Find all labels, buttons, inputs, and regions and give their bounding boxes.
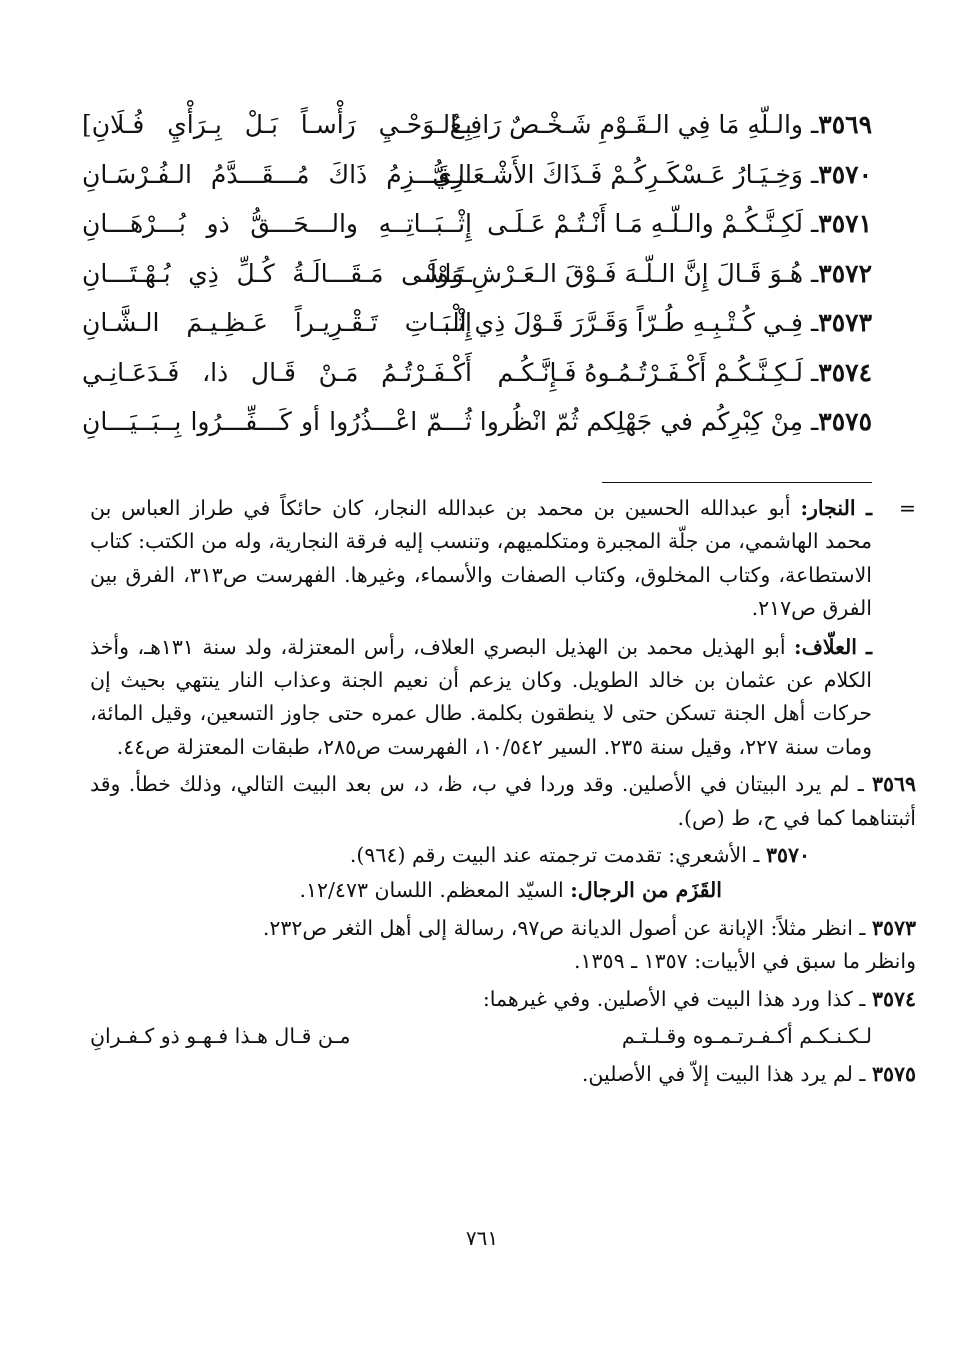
footnote-separator: [602, 482, 872, 483]
verse-number: ٣٥٧١: [818, 209, 872, 239]
verse-first-hemistich: [444, 308, 872, 338]
footnote-text: ـ انظر مثلاً: الإبانة عن أصول الديانة ص٩٧، رسالة إلى أهل الثغر ص٢٣٢.: [262, 915, 872, 940]
verse-second-hemistich: ـتَـوْلَـى مَـقَـــالَـةُ كُـلِّ ذِي بُـهْـتَـــانِ: [82, 258, 472, 288]
footnote-title: ـ العلّاف:: [794, 634, 872, 659]
footnote-3574: [90, 983, 916, 1054]
footnote-couplet: [90, 1020, 872, 1053]
verse-second-hemistich: الـقَـــزِمُ ذَاكَ مُـــقَـــدَّمُ الـفُـرْسَـانِ: [82, 159, 472, 189]
verse-number: ٣٥٧٠: [818, 159, 872, 189]
verse-first-hemistich: [432, 159, 872, 189]
verse-row: [82, 348, 872, 398]
footnote-number: ٣٥٧٥: [871, 1061, 916, 1086]
verse-row: [82, 298, 872, 348]
verse-first-text: ـ مِنْ كِبْرِكُم في جَهْلِكم ثُمّ انْظُروا: [479, 407, 819, 437]
footnote-text: أبو عبدالله الحسين بن محمد بن عبدالله النجار، كان حائكاً في طراز العباس بن محمد الهاشمي، من جلّة المجبرة ومتكلميهم، وتنسب إليه فرقة النجارية، وله من الكتب: كتاب الاستطاعة، وكتاب المخلوق، وكتاب الصفات والأسماء، وغيرها. الفهرست ص٣١٣، الفرق بين الفرق ص٢١٧.: [90, 496, 872, 621]
verse-first-hemistich: [416, 258, 872, 288]
footnote-title: القَزَم من الرجال:: [570, 878, 722, 903]
verse-number: ٣٥٧٢: [818, 258, 872, 288]
footnote-number: ٣٥٦٩: [871, 772, 916, 797]
footnote-title: ـ النجار:: [800, 496, 872, 520]
verse-first-hemistich: [472, 358, 872, 387]
verse-first-text: ـ والـلّهِ مَا فِي الـقَـوْمِ شَـخْـصٌ رَافِـعٌ: [449, 110, 819, 140]
footnote-text: السيّد المعظم. اللسان ١٢/٤٧٣.: [299, 878, 571, 903]
verse-number: ٣٥٧٤: [818, 357, 872, 387]
verse-number: ٣٥٧٥: [818, 407, 872, 437]
footnote-number: ٣٥٧٣: [871, 915, 916, 940]
couplet-second-hemistich: مـن قـال هـذا فـهـو ذو كـفـرانِ: [90, 1024, 351, 1049]
verse-row: [82, 199, 872, 249]
footnote-text: ـ الأشعري: تقدمت ترجمته عند البيت رقم (٩٦٤).: [349, 843, 766, 868]
continuation-mark: =: [898, 496, 916, 520]
verse-first-text: ـ هُـوَ قَـالَ إِنَّ الـلّـهَ فَـوْقَ الـعَـرْشِ وَاسْـ: [416, 258, 819, 288]
verse-row: [82, 150, 872, 200]
verse-number: ٣٥٦٩: [818, 110, 872, 140]
footnote-text: ـ لم يرد البيتان في الأصلين. وقد وردا في ب، ظ، د، س بعد البيت التالي، وذلك خطأ. وقد أثبتناهما كما في ح، ط (ص).: [90, 772, 916, 830]
verse-second-hemistich: إِثْــبَــاتِــهِ والـــحَـــقُّ ذو بُـــرْهَـــانِ: [82, 209, 472, 239]
couplet-first-hemistich: لـكـنـكـم أكـفـرتـمـوه وقـلـتـم: [621, 1024, 872, 1049]
footnotes: [90, 492, 916, 1091]
verse-second-hemistich: أَكْـفَـرْتُـمُ مَـنْ قَـال ذا، فَـدَعَـانِـي: [82, 357, 472, 387]
footnote-text: أبو الهذيل محمد بن الهذيل البصري العلاف، رأس المعتزلة، ولد سنة ١٣١هـ، وأخذ الكلام عن عثمان بن خالد الطويل. وكان يزعم أن نعيم الجنة وعذاب النار ينتهي بحيث إن حركات أهل الجنة تسكن حتى لا ينطقون بكلمة. طال عمره حتى جاوز التسعين، وقيل المائة، ومات سنة ٢٢٧، وقيل سنة ٢٣٥. السير ١٠/٥٤٢، الفهرست ص٢٨٥، طبقات المعتزلة ص٤٤.: [90, 634, 872, 759]
footnote-3575: [90, 1058, 916, 1091]
verse-first-hemistich: [472, 209, 872, 238]
verse-first-hemistich: [449, 110, 872, 140]
verse-second-hemistich: بِـالـوَحْـيِ رَأْسـاً بَـلْ بِـرَأْيِ فُـلَانِ]: [82, 110, 472, 140]
verse-number: ٣٥٧٣: [818, 308, 872, 338]
page-number: ٧٦١: [465, 1226, 499, 1250]
footnote-qazam: [90, 874, 872, 907]
verse-row: [82, 249, 872, 299]
verse-second-hemistich: ثُـــمّ اعْـــذُرُوا أو كَـــفِّـــرُوا بِــبَــيَـــانِ: [82, 407, 472, 437]
footnote-line: وانظر ما سبق في الأبيات: ١٣٥٧ ـ ١٣٥٩.: [574, 949, 916, 974]
footnote-text: ـ كذا ورد هذا البيت في الأصلين. وفي غيرهما:: [482, 986, 872, 1011]
verse-first-text: ـ وَخِـيَـارُ عَـسْكَـرِكُـمْ فَـذَاكَ الأَشْـعَـرِيُّ: [432, 159, 819, 189]
verse-second-hemistich: إِثْـبَـاتِ تَـقْـرِيـراً عَـظِـيـمَ الـشَّـانِ: [82, 308, 472, 338]
verse-row: [82, 100, 872, 150]
footnote-allaf: [90, 631, 872, 765]
footnote-line: [90, 983, 916, 1016]
footnote-line: [90, 912, 916, 945]
footnote-3570: [90, 839, 916, 872]
footnote-3569: [90, 768, 916, 835]
verse-first-hemistich: [472, 407, 872, 436]
footnote-text: ـ لم يرد هذا البيت إلاّ في الأصلين.: [581, 1061, 872, 1086]
verse-row: [82, 397, 872, 447]
verses-block: [82, 100, 872, 447]
footnote-najjar: [90, 492, 916, 626]
footnote-number: ٣٥٧٤: [871, 986, 916, 1011]
verse-first-text: ـ لَـكِـنَّـكُـمْ أَكْـفَـرْتُـمُـوهُ فَـإِنَّـكُـم: [497, 357, 819, 387]
footnote-3573: [90, 912, 916, 979]
verse-first-text: ـ لَكِـنَّـكُـمْ والـلّـهِ مَـا أَنْـتُـمْ عَـلَـى: [487, 209, 819, 239]
footnote-number: ٣٥٧٠: [765, 843, 810, 868]
verse-first-text: ـ فِـي كُـتْـبِـهِ طُـرّاً وَقَـرَّرَ قَـوْلَ ذِي الْـ: [444, 308, 819, 338]
